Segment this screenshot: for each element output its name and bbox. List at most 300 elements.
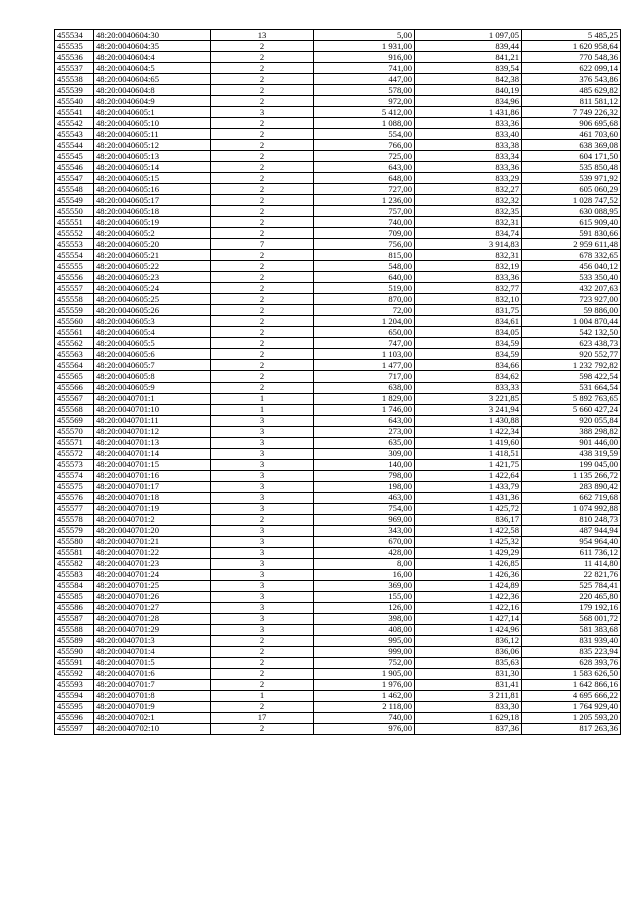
table-cell: 455545	[55, 151, 94, 162]
table-cell: 3	[211, 580, 314, 591]
table-cell: 832,31	[415, 250, 522, 261]
table-cell: 740,00	[314, 712, 415, 723]
table-cell: 2	[211, 85, 314, 96]
table-cell: 834,59	[415, 338, 522, 349]
table-cell: 428,00	[314, 547, 415, 558]
table-cell: 725,00	[314, 151, 415, 162]
table-cell: 455565	[55, 371, 94, 382]
table-cell: 455577	[55, 503, 94, 514]
table-row	[55, 52, 621, 63]
table-cell: 48:20:0040702:1	[94, 712, 211, 723]
table-row	[55, 712, 621, 723]
table-cell: 48:20:0040605:2	[94, 228, 211, 239]
table-cell: 831,30	[415, 668, 522, 679]
table-cell: 2	[211, 338, 314, 349]
table-cell: 5 412,00	[314, 107, 415, 118]
table-cell: 1 422,34	[415, 426, 522, 437]
table-cell: 870,00	[314, 294, 415, 305]
table-row	[55, 635, 621, 646]
table-cell: 455538	[55, 74, 94, 85]
table-cell: 48:20:0040605:19	[94, 217, 211, 228]
table-row	[55, 470, 621, 481]
table-cell: 455543	[55, 129, 94, 140]
table-cell: 1 642 866,16	[522, 679, 621, 690]
table-cell: 525 784,41	[522, 580, 621, 591]
table-cell: 455535	[55, 41, 94, 52]
table-cell: 533 350,40	[522, 272, 621, 283]
table-cell: 48:20:0040604:65	[94, 74, 211, 85]
table-cell: 3	[211, 415, 314, 426]
table-cell: 59 886,00	[522, 305, 621, 316]
table-cell: 48:20:0040701:10	[94, 404, 211, 415]
table-cell: 48:20:0040701:9	[94, 701, 211, 712]
table-cell: 2	[211, 316, 314, 327]
table-cell: 5 485,25	[522, 30, 621, 41]
table-cell: 455581	[55, 547, 94, 558]
table-cell: 72,00	[314, 305, 415, 316]
table-cell: 2	[211, 52, 314, 63]
table-cell: 455542	[55, 118, 94, 129]
table-cell: 3	[211, 426, 314, 437]
table-cell: 48:20:0040701:5	[94, 657, 211, 668]
table-cell: 834,66	[415, 360, 522, 371]
table-cell: 741,00	[314, 63, 415, 74]
table-cell: 670,00	[314, 536, 415, 547]
table-row	[55, 41, 621, 52]
table-cell: 727,00	[314, 184, 415, 195]
table-row	[55, 162, 621, 173]
table-cell: 48:20:0040605:6	[94, 349, 211, 360]
table-cell: 2	[211, 162, 314, 173]
table-row	[55, 85, 621, 96]
table-cell: 1 620 958,64	[522, 41, 621, 52]
table-cell: 461 703,60	[522, 129, 621, 140]
table-cell: 3	[211, 525, 314, 536]
table-cell: 740,00	[314, 217, 415, 228]
table-cell: 622 099,14	[522, 63, 621, 74]
table-cell: 16,00	[314, 569, 415, 580]
table-row	[55, 591, 621, 602]
table-cell: 747,00	[314, 338, 415, 349]
table-cell: 623 438,73	[522, 338, 621, 349]
table-cell: 455552	[55, 228, 94, 239]
table-cell: 2	[211, 228, 314, 239]
table-cell: 833,40	[415, 129, 522, 140]
table-cell: 834,62	[415, 371, 522, 382]
table-cell: 2	[211, 118, 314, 129]
table-cell: 1 764 929,40	[522, 701, 621, 712]
table-cell: 455596	[55, 712, 94, 723]
table-cell: 198,00	[314, 481, 415, 492]
table-cell: 3	[211, 558, 314, 569]
table-cell: 48:20:0040701:25	[94, 580, 211, 591]
table-cell: 1 425,32	[415, 536, 522, 547]
table-cell: 48:20:0040701:4	[94, 646, 211, 657]
table-row	[55, 536, 621, 547]
table-cell: 3 241,94	[415, 404, 522, 415]
table-cell: 3 914,83	[415, 239, 522, 250]
table-cell: 309,00	[314, 448, 415, 459]
table-cell: 1 135 266,72	[522, 470, 621, 481]
table-cell: 811 581,12	[522, 96, 621, 107]
table-cell: 48:20:0040605:21	[94, 250, 211, 261]
table-cell: 604 171,50	[522, 151, 621, 162]
table-row	[55, 481, 621, 492]
table-cell: 48:20:0040605:4	[94, 327, 211, 338]
table-cell: 455592	[55, 668, 94, 679]
table-row	[55, 173, 621, 184]
table-cell: 48:20:0040701:21	[94, 536, 211, 547]
table-cell: 1 418,51	[415, 448, 522, 459]
table-cell: 1 583 626,50	[522, 668, 621, 679]
table-row	[55, 558, 621, 569]
table-cell: 836,06	[415, 646, 522, 657]
table-cell: 3	[211, 481, 314, 492]
table-row	[55, 580, 621, 591]
table-cell: 3	[211, 470, 314, 481]
table-cell: 1 424,89	[415, 580, 522, 591]
table-cell: 2	[211, 129, 314, 140]
table-cell: 48:20:0040701:11	[94, 415, 211, 426]
table-cell: 832,27	[415, 184, 522, 195]
table-row	[55, 415, 621, 426]
table-cell: 1	[211, 393, 314, 404]
table-row	[55, 140, 621, 151]
table-cell: 1 433,79	[415, 481, 522, 492]
table-row	[55, 305, 621, 316]
table-cell: 369,00	[314, 580, 415, 591]
table-cell: 48:20:0040701:23	[94, 558, 211, 569]
table-cell: 199 045,00	[522, 459, 621, 470]
table-cell: 831,75	[415, 305, 522, 316]
table-cell: 810 248,73	[522, 514, 621, 525]
table-cell: 598 422,54	[522, 371, 621, 382]
table-row	[55, 118, 621, 129]
table-cell: 1 088,00	[314, 118, 415, 129]
table-row	[55, 129, 621, 140]
table-cell: 455590	[55, 646, 94, 657]
table-cell: 2 959 611,48	[522, 239, 621, 250]
table-cell: 535 850,48	[522, 162, 621, 173]
table-cell: 48:20:0040701:26	[94, 591, 211, 602]
table-cell: 455595	[55, 701, 94, 712]
table-row	[55, 404, 621, 415]
table-cell: 1 097,05	[415, 30, 522, 41]
table-row	[55, 283, 621, 294]
table-cell: 1 205 593,20	[522, 712, 621, 723]
table-cell: 455568	[55, 404, 94, 415]
table-cell: 48:20:0040605:10	[94, 118, 211, 129]
table-cell: 831,41	[415, 679, 522, 690]
table-cell: 999,00	[314, 646, 415, 657]
table-cell: 2	[211, 151, 314, 162]
table-cell: 798,00	[314, 470, 415, 481]
table-cell: 4 695 666,22	[522, 690, 621, 701]
table-cell: 770 548,36	[522, 52, 621, 63]
table-cell: 455540	[55, 96, 94, 107]
table-cell: 48:20:0040604:4	[94, 52, 211, 63]
table-cell: 920 055,84	[522, 415, 621, 426]
table-cell: 1 427,14	[415, 613, 522, 624]
table-cell: 376 543,86	[522, 74, 621, 85]
table-cell: 2	[211, 514, 314, 525]
table-cell: 1 431,86	[415, 107, 522, 118]
table-cell: 834,96	[415, 96, 522, 107]
table-cell: 3	[211, 613, 314, 624]
table-cell: 3	[211, 569, 314, 580]
table-cell: 2	[211, 41, 314, 52]
table-cell: 48:20:0040701:1	[94, 393, 211, 404]
table-cell: 581 383,68	[522, 624, 621, 635]
table-cell: 455575	[55, 481, 94, 492]
table-cell: 2	[211, 283, 314, 294]
table-cell: 2	[211, 206, 314, 217]
table-cell: 2 118,00	[314, 701, 415, 712]
table-cell: 833,33	[415, 382, 522, 393]
table-cell: 1 426,85	[415, 558, 522, 569]
table-cell: 635,00	[314, 437, 415, 448]
table-cell: 48:20:0040605:12	[94, 140, 211, 151]
table-row	[55, 613, 621, 624]
table-cell: 591 830,66	[522, 228, 621, 239]
table-cell: 2	[211, 701, 314, 712]
table-cell: 2	[211, 140, 314, 151]
table-cell: 447,00	[314, 74, 415, 85]
table-row	[55, 217, 621, 228]
table-row	[55, 503, 621, 514]
table-cell: 455544	[55, 140, 94, 151]
table-row	[55, 107, 621, 118]
table-cell: 969,00	[314, 514, 415, 525]
table-cell: 48:20:0040701:13	[94, 437, 211, 448]
table-cell: 837,36	[415, 723, 522, 734]
table-cell: 455554	[55, 250, 94, 261]
table-cell: 832,77	[415, 283, 522, 294]
table-cell: 3	[211, 459, 314, 470]
table-row	[55, 657, 621, 668]
table-cell: 1	[211, 404, 314, 415]
table-cell: 455555	[55, 261, 94, 272]
table-cell: 5 660 427,24	[522, 404, 621, 415]
table-cell: 3	[211, 437, 314, 448]
table-cell: 832,35	[415, 206, 522, 217]
table-cell: 487 944,94	[522, 525, 621, 536]
table-cell: 48:20:0040701:22	[94, 547, 211, 558]
table-cell: 1 419,60	[415, 437, 522, 448]
table-cell: 13	[211, 30, 314, 41]
table-cell: 455560	[55, 316, 94, 327]
table-cell: 455550	[55, 206, 94, 217]
table-cell: 835 223,94	[522, 646, 621, 657]
table-cell: 48:20:0040701:16	[94, 470, 211, 481]
table-cell: 48:20:0040701:8	[94, 690, 211, 701]
table-cell: 2	[211, 261, 314, 272]
table-cell: 2	[211, 217, 314, 228]
table-cell: 48:20:0040701:7	[94, 679, 211, 690]
table-cell: 155,00	[314, 591, 415, 602]
table-cell: 48:20:0040605:20	[94, 239, 211, 250]
table-cell: 611 736,12	[522, 547, 621, 558]
table-cell: 1 421,75	[415, 459, 522, 470]
table-cell: 519,00	[314, 283, 415, 294]
table-cell: 3	[211, 624, 314, 635]
table-cell: 2	[211, 63, 314, 74]
table-cell: 643,00	[314, 162, 415, 173]
table-cell: 455567	[55, 393, 94, 404]
table-row	[55, 206, 621, 217]
table-cell: 48:20:0040701:17	[94, 481, 211, 492]
table-row	[55, 701, 621, 712]
table-cell: 833,30	[415, 701, 522, 712]
table-cell: 455537	[55, 63, 94, 74]
table-cell: 48:20:0040605:14	[94, 162, 211, 173]
table-row	[55, 272, 621, 283]
table-cell: 836,17	[415, 514, 522, 525]
table-row	[55, 448, 621, 459]
table-cell: 2	[211, 294, 314, 305]
table-row	[55, 382, 621, 393]
table-cell: 766,00	[314, 140, 415, 151]
table-cell: 643,00	[314, 415, 415, 426]
table-cell: 531 664,54	[522, 382, 621, 393]
table-cell: 48:20:0040702:10	[94, 723, 211, 734]
table-row	[55, 602, 621, 613]
table-cell: 48:20:0040605:25	[94, 294, 211, 305]
table-cell: 1 462,00	[314, 690, 415, 701]
table-cell: 678 332,65	[522, 250, 621, 261]
table-cell: 48:20:0040605:16	[94, 184, 211, 195]
table-cell: 754,00	[314, 503, 415, 514]
table-row	[55, 646, 621, 657]
table-cell: 2	[211, 668, 314, 679]
table-cell: 48:20:0040605:11	[94, 129, 211, 140]
table-cell: 48:20:0040701:27	[94, 602, 211, 613]
table-cell: 3	[211, 591, 314, 602]
table-row	[55, 514, 621, 525]
table-row	[55, 679, 621, 690]
table-row	[55, 690, 621, 701]
table-cell: 273,00	[314, 426, 415, 437]
table-cell: 1 422,36	[415, 591, 522, 602]
table-row	[55, 261, 621, 272]
table-cell: 834,61	[415, 316, 522, 327]
table-row	[55, 492, 621, 503]
table-cell: 833,29	[415, 173, 522, 184]
table-row	[55, 459, 621, 470]
table-row	[55, 316, 621, 327]
table-cell: 3	[211, 448, 314, 459]
table-cell: 455539	[55, 85, 94, 96]
table-cell: 1 103,00	[314, 349, 415, 360]
table-cell: 954 964,40	[522, 536, 621, 547]
table-cell: 2	[211, 657, 314, 668]
table-cell: 834,74	[415, 228, 522, 239]
table-cell: 832,10	[415, 294, 522, 305]
table-cell: 48:20:0040605:24	[94, 283, 211, 294]
table-cell: 48:20:0040605:17	[94, 195, 211, 206]
table-cell: 7	[211, 239, 314, 250]
table-cell: 920 552,77	[522, 349, 621, 360]
table-cell: 48:20:0040605:3	[94, 316, 211, 327]
table-cell: 1 074 992,88	[522, 503, 621, 514]
table-cell: 48:20:0040701:28	[94, 613, 211, 624]
table-cell: 48:20:0040605:1	[94, 107, 211, 118]
table-cell: 2	[211, 74, 314, 85]
table-cell: 455593	[55, 679, 94, 690]
table-cell: 455534	[55, 30, 94, 41]
table-cell: 831 939,40	[522, 635, 621, 646]
table-row	[55, 184, 621, 195]
table-cell: 456 040,12	[522, 261, 621, 272]
table-row	[55, 547, 621, 558]
table-cell: 432 207,63	[522, 283, 621, 294]
table-cell: 832,32	[415, 195, 522, 206]
table-cell: 17	[211, 712, 314, 723]
table-row	[55, 723, 621, 734]
table-cell: 2	[211, 635, 314, 646]
table-cell: 48:20:0040701:6	[94, 668, 211, 679]
table-cell: 48:20:0040701:29	[94, 624, 211, 635]
table-row	[55, 569, 621, 580]
table-cell: 2	[211, 679, 314, 690]
table-cell: 1 004 870,44	[522, 316, 621, 327]
table-cell: 140,00	[314, 459, 415, 470]
table-row	[55, 96, 621, 107]
table-cell: 48:20:0040604:30	[94, 30, 211, 41]
table-cell: 662 719,68	[522, 492, 621, 503]
table-cell: 2	[211, 195, 314, 206]
table-cell: 2	[211, 305, 314, 316]
table-cell: 2	[211, 360, 314, 371]
table-cell: 834,59	[415, 349, 522, 360]
table-cell: 841,21	[415, 52, 522, 63]
table-cell: 906 695,68	[522, 118, 621, 129]
table-cell: 995,00	[314, 635, 415, 646]
table-cell: 48:20:0040605:9	[94, 382, 211, 393]
table-cell: 455556	[55, 272, 94, 283]
table-cell: 1 829,00	[314, 393, 415, 404]
table-cell: 48:20:0040604:8	[94, 85, 211, 96]
table-cell: 455547	[55, 173, 94, 184]
table-cell: 48:20:0040605:8	[94, 371, 211, 382]
table-cell: 438 319,59	[522, 448, 621, 459]
table-row	[55, 349, 621, 360]
table-cell: 455588	[55, 624, 94, 635]
table-cell: 455569	[55, 415, 94, 426]
table-cell: 7 749 226,32	[522, 107, 621, 118]
table-cell: 3	[211, 503, 314, 514]
table-cell: 48:20:0040701:3	[94, 635, 211, 646]
table-cell: 48:20:0040701:15	[94, 459, 211, 470]
table-cell: 3	[211, 107, 314, 118]
table-cell: 3	[211, 547, 314, 558]
table-cell: 48:20:0040701:2	[94, 514, 211, 525]
table-row	[55, 228, 621, 239]
table-cell: 485 629,82	[522, 85, 621, 96]
table-cell: 455562	[55, 338, 94, 349]
table-cell: 628 393,76	[522, 657, 621, 668]
table-cell: 539 971,92	[522, 173, 621, 184]
table-cell: 455570	[55, 426, 94, 437]
table-cell: 709,00	[314, 228, 415, 239]
table-cell: 408,00	[314, 624, 415, 635]
table-cell: 22 821,76	[522, 569, 621, 580]
table-cell: 455573	[55, 459, 94, 470]
table-cell: 757,00	[314, 206, 415, 217]
table-cell: 638,00	[314, 382, 415, 393]
table-cell: 2	[211, 250, 314, 261]
table-cell: 578,00	[314, 85, 415, 96]
